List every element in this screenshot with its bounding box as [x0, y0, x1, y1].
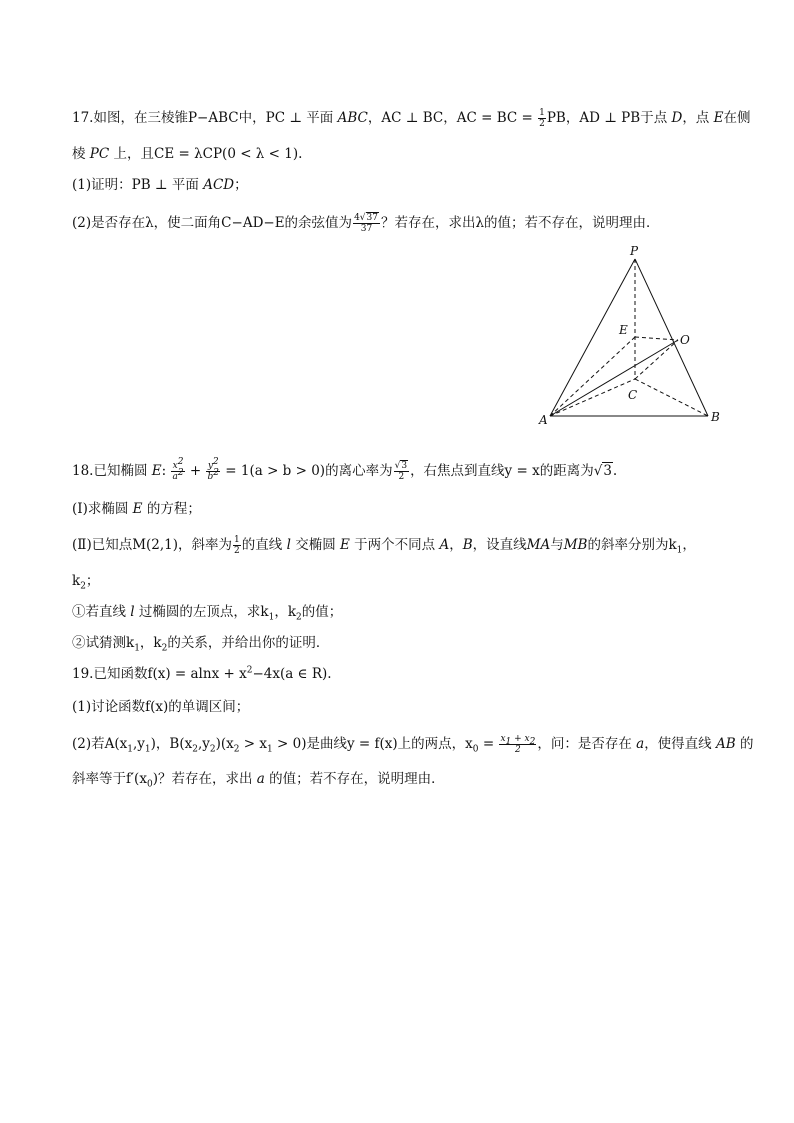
- edge-AC-hidden: [550, 379, 638, 416]
- q19-part-1: (1)讨论函数f(x)的单调区间；: [72, 699, 250, 715]
- q18-part-2-line-2: $k_2$；: [72, 573, 100, 592]
- q19-stem: 19.已知函数$f(x) = alnx + x^2-4x(a$ ∈ R).: [72, 665, 332, 682]
- q17-math: E: [713, 110, 724, 126]
- q17-math: PC: [89, 146, 110, 162]
- sqrt-three: √3: [593, 463, 612, 479]
- label-E: E: [619, 323, 628, 337]
- q17-text: ；: [234, 177, 248, 193]
- q17-text: 在侧: [723, 110, 751, 126]
- tetrahedron-figure: [530, 244, 730, 429]
- q19-part-2-line-2: 斜率等于$f'(x_0)$？若存在，求出 a 的值；若不存在，说明理由．: [72, 771, 445, 790]
- fraction-slope-half: $\frac{1}{2}$: [234, 535, 240, 556]
- q18-text: (Ⅰ)求椭圆: [72, 501, 133, 517]
- edge-BC-hidden: [635, 379, 708, 416]
- label-A: A: [539, 413, 548, 427]
- label-P: P: [630, 244, 639, 258]
- q18-text: :: [161, 463, 171, 479]
- q18-text: 18.已知椭圆: [72, 463, 152, 479]
- q18-text: ，右焦点到直线y = x的距离为: [410, 463, 594, 479]
- q17-text: ，AC ⊥ BC，AC = BC =: [367, 110, 538, 126]
- q17-text: ，点: [682, 110, 714, 126]
- segment-AE-hidden: [550, 337, 638, 416]
- q17-text: (1)证明：PB ⊥ 平面: [72, 177, 204, 193]
- q18-stem-line-1: 18.已知椭圆 E: $\frac{x2}{a2}$ + $\frac{y2}{b2}$ = 1(a > b > 0)的离心率为 $\frac{√3}{2}$ ，右焦点到直线y = x的距离为√3.: [72, 457, 618, 482]
- q17-math: ABC: [337, 110, 368, 126]
- q18-text: (Ⅱ)已知点M(2,1)，斜率为: [72, 537, 233, 553]
- q17-text: ？若存在，求出λ的值；若不存在，说明理由．: [381, 215, 660, 231]
- q18-text: = 1(a > b > 0)的离心率为: [220, 463, 393, 479]
- q18-math: E: [132, 501, 143, 517]
- q17-text: (2)是否存在λ，使二面角C−AD−E的余弦值为: [72, 215, 353, 231]
- q17-part-2: [72, 213, 732, 234]
- label-C: C: [628, 388, 638, 402]
- edge-PA: [550, 259, 638, 416]
- q17-text: 棱: [72, 146, 90, 162]
- q18-part-1: [72, 499, 732, 519]
- q17-stem-line-1: [72, 108, 751, 129]
- q18-math: E: [151, 463, 162, 479]
- q18-part-2-line-1: (Ⅱ)已知点M(2,1)，斜率为 $\frac{1}{2}$ 的直线 l 交椭圆 E 于两个不同点 A，B，设直线MA与MB的斜率分别为$k_1$，: [72, 535, 696, 556]
- fraction-one-half: $\frac{1}{2}$: [539, 108, 545, 129]
- q17-text: PB，AD ⊥ PB于点: [546, 110, 672, 126]
- fraction-x2-a2: $\frac{x2}{a2}$: [172, 457, 184, 482]
- q17-math: ACD: [203, 177, 235, 193]
- q17-math: D: [671, 110, 683, 126]
- q17-stem-line-2: [72, 144, 732, 164]
- q18-subpart-2: ②试猜测$k_1$，$k_2$的关系，并给出你的证明．: [72, 635, 330, 654]
- q18-text: 的方程；: [142, 501, 201, 517]
- fraction-eccentricity: $\frac{√3}{2}$: [394, 461, 408, 482]
- label-B: B: [711, 410, 720, 424]
- q17-part-1: [72, 175, 732, 195]
- q17-text: 上，且CE = λCP(0 < λ < 1).: [109, 146, 303, 162]
- segment-AO: [550, 340, 678, 416]
- fraction-y2-b2: $\frac{y2}{b2}$: [207, 457, 219, 482]
- q19-part-2-line-1: (2)若$A(x_1,y_1)$，$B(x_2,y_2)(x_2 > x_1 > 0)$是曲线y = f(x)上的两点，$x_0$ = $\frac{x1 + x2}{2}$ ，问：是否存在 a，使得直线 AB 的: [72, 734, 754, 755]
- fraction-cosine-value: $\frac{4√37}{37}$: [354, 213, 378, 234]
- fraction-midpoint: $\frac{x1 + x2}{2}$: [500, 734, 536, 755]
- label-O: O: [680, 333, 690, 347]
- q17-text: 17.如图，在三棱锥P−ABC中，PC ⊥ 平面: [72, 110, 338, 126]
- segment-CO-hidden: [635, 340, 678, 379]
- q18-subpart-1: ①若直线 l 过椭圆的左顶点，求$k_1$，$k_2$的值；: [72, 604, 343, 623]
